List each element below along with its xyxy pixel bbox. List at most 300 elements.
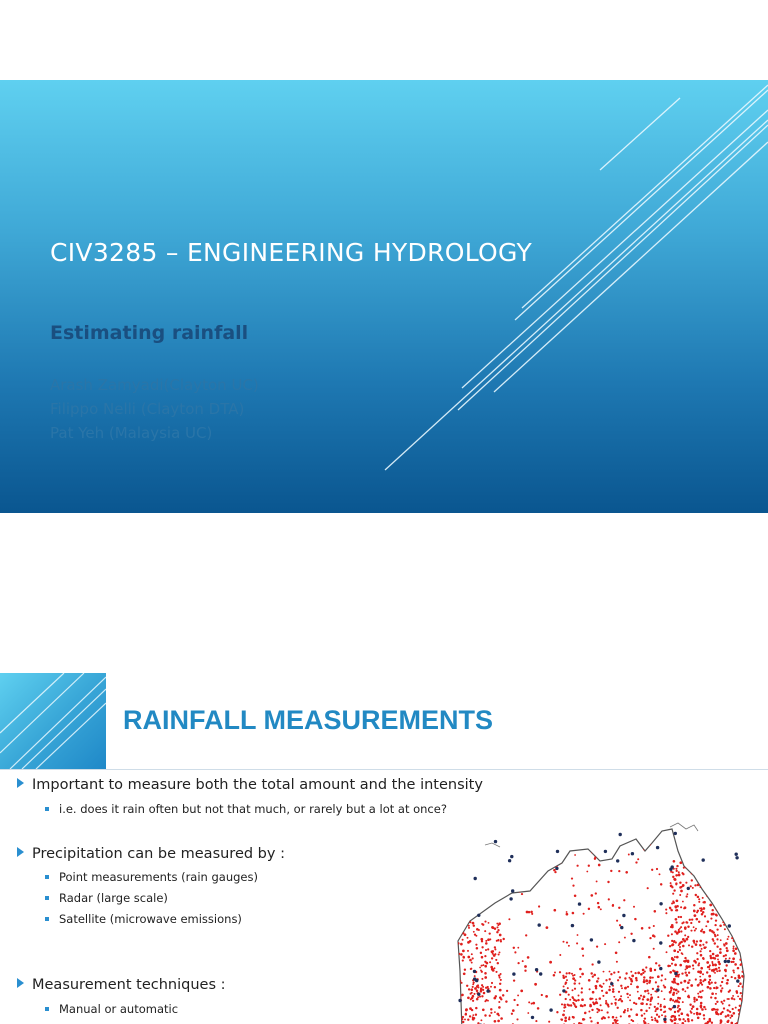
- rain-gauge-dot: [463, 972, 466, 975]
- rain-gauge-dot: [740, 937, 742, 939]
- rain-gauge-dot: [613, 846, 615, 848]
- rain-gauge-dot: [468, 988, 470, 990]
- rain-gauge-dot: [472, 901, 474, 903]
- rain-gauge-dot: [738, 924, 741, 927]
- rain-gauge-dot: [679, 946, 681, 948]
- rain-gauge-dot: [732, 947, 734, 949]
- rain-gauge-dot: [712, 862, 714, 864]
- rain-gauge-dot: [678, 974, 680, 976]
- rain-gauge-dot: [520, 990, 523, 993]
- rain-gauge-dot: [720, 1019, 723, 1022]
- rain-gauge-dot: [623, 899, 625, 901]
- rain-gauge-dot: [696, 1013, 699, 1016]
- rain-gauge-dot: [481, 946, 483, 948]
- rain-gauge-dot: [723, 868, 726, 871]
- rain-gauge-dot: [481, 971, 483, 973]
- rain-gauge-dot: [705, 1008, 707, 1010]
- station-dot: [669, 868, 672, 871]
- rain-gauge-dot: [607, 852, 610, 855]
- rain-gauge-dot: [624, 1009, 626, 1011]
- rain-gauge-dot: [711, 913, 714, 916]
- rain-gauge-dot: [683, 867, 685, 869]
- station-dot: [538, 923, 541, 926]
- rain-gauge-dot: [516, 1018, 518, 1020]
- rain-gauge-dot: [484, 1014, 486, 1016]
- rain-gauge-dot: [560, 1018, 562, 1020]
- rain-gauge-dot: [480, 938, 483, 941]
- rain-gauge-dot: [721, 981, 723, 983]
- rain-gauge-dot: [636, 986, 639, 989]
- rain-gauge-dot: [696, 911, 698, 913]
- rain-gauge-dot: [716, 946, 718, 948]
- rain-gauge-dot: [676, 999, 678, 1001]
- rain-gauge-dot: [726, 1009, 728, 1011]
- rain-gauge-dot: [566, 972, 568, 974]
- rain-gauge-dot: [537, 1007, 540, 1010]
- rain-gauge-dot: [475, 935, 477, 937]
- rain-gauge-dot: [596, 880, 598, 882]
- rain-gauge-dot: [581, 998, 584, 1001]
- rain-gauge-dot: [700, 1004, 702, 1006]
- rain-gauge-dot: [632, 1020, 634, 1022]
- rain-gauge-dot: [654, 1017, 656, 1019]
- author-line: Arash Zamyadi(Clayton UC): [50, 376, 259, 394]
- rain-gauge-dot: [614, 1002, 616, 1004]
- rain-gauge-dot: [500, 939, 502, 941]
- rain-gauge-dot: [513, 979, 515, 981]
- rain-gauge-dot: [673, 878, 676, 881]
- rain-gauge-dot: [526, 911, 529, 914]
- rain-gauge-dot: [675, 868, 677, 870]
- rain-gauge-dot: [589, 1005, 592, 1008]
- bullet-text: Measurement techniques :: [32, 977, 226, 993]
- rain-gauge-dot: [736, 911, 738, 913]
- sub-bullet-item: [45, 891, 168, 905]
- rain-gauge-dot: [741, 843, 744, 846]
- rain-gauge-dot: [562, 1014, 565, 1017]
- rain-gauge-dot: [722, 977, 724, 979]
- rain-gauge-dot: [567, 987, 569, 989]
- rain-gauge-dot: [714, 997, 716, 999]
- rain-gauge-dot: [646, 998, 649, 1001]
- rain-gauge-dot: [674, 956, 676, 958]
- rain-gauge-dot: [682, 988, 685, 991]
- rain-gauge-dot: [742, 1014, 745, 1017]
- australia-rain-gauge-map: [440, 821, 768, 1024]
- rain-gauge-dot: [666, 951, 668, 953]
- rain-gauge-dot: [723, 891, 725, 893]
- deco-line: [600, 98, 680, 170]
- rain-gauge-dot: [694, 1001, 696, 1003]
- station-dot: [509, 897, 512, 900]
- rain-gauge-dot: [458, 934, 460, 936]
- rain-gauge-dot: [680, 926, 682, 928]
- rain-gauge-dot: [626, 993, 628, 995]
- rain-gauge-dot: [491, 926, 494, 929]
- rain-gauge-dot: [740, 992, 742, 994]
- rain-gauge-dot: [563, 941, 565, 943]
- rain-gauge-dot: [699, 976, 701, 978]
- rain-gauge-dot: [715, 862, 717, 864]
- rain-gauge-dot: [687, 936, 689, 938]
- rain-gauge-dot: [695, 962, 697, 964]
- rain-gauge-dot: [694, 914, 697, 917]
- rain-gauge-dot: [723, 924, 725, 926]
- rain-gauge-dot: [727, 1014, 730, 1017]
- rain-gauge-dot: [564, 983, 566, 985]
- rain-gauge-dot: [699, 863, 701, 865]
- rain-gauge-dot: [720, 985, 722, 987]
- rain-gauge-dot: [609, 971, 611, 973]
- rain-gauge-dot: [726, 921, 728, 923]
- rain-gauge-dot: [534, 983, 537, 986]
- rain-gauge-dot: [525, 934, 527, 936]
- rain-gauge-dot: [695, 999, 698, 1002]
- rain-gauge-dot: [726, 947, 728, 949]
- rain-gauge-dot: [676, 905, 679, 908]
- rain-gauge-dot: [648, 992, 650, 994]
- rain-gauge-dot: [482, 964, 484, 966]
- rain-gauge-dot: [576, 942, 578, 944]
- rain-gauge-dot: [464, 969, 466, 971]
- rain-gauge-dot: [617, 1019, 619, 1021]
- rain-gauge-dot: [643, 976, 645, 978]
- rain-gauge-dot: [565, 998, 567, 1000]
- rain-gauge-dot: [615, 1017, 617, 1019]
- rain-gauge-dot: [715, 993, 717, 995]
- rain-gauge-dot: [697, 970, 700, 973]
- rain-gauge-dot: [627, 1008, 629, 1010]
- rain-gauge-dot: [484, 972, 487, 975]
- rain-gauge-dot: [695, 894, 697, 896]
- rain-gauge-dot: [579, 976, 581, 978]
- rain-gauge-dot: [719, 951, 722, 954]
- rain-gauge-dot: [693, 904, 695, 906]
- rain-gauge-dot: [725, 910, 727, 912]
- rain-gauge-dot: [700, 873, 702, 875]
- rain-gauge-dot: [709, 861, 712, 864]
- rain-gauge-dot: [490, 1012, 492, 1014]
- sub-bullet-text: Manual or automatic: [59, 1002, 179, 1016]
- rain-gauge-dot: [635, 1013, 638, 1016]
- rain-gauge-dot: [692, 964, 694, 966]
- rain-gauge-dot: [727, 900, 729, 902]
- rain-gauge-dot: [616, 920, 618, 922]
- rain-gauge-dot: [468, 925, 470, 927]
- rain-gauge-dot: [731, 929, 734, 932]
- rain-gauge-dot: [705, 881, 707, 883]
- australia-outline: [458, 829, 744, 1024]
- rain-gauge-dot: [693, 926, 695, 928]
- header-divider: [0, 769, 768, 770]
- rain-gauge-dot: [715, 898, 717, 900]
- rain-gauge-dot: [664, 978, 666, 980]
- square-bullet-icon: [45, 917, 49, 921]
- rain-gauge-dot: [502, 994, 504, 996]
- rain-gauge-dot: [672, 893, 674, 895]
- rain-gauge-dot: [655, 962, 657, 964]
- rain-gauge-dot: [731, 891, 734, 894]
- rain-gauge-dot: [703, 907, 706, 910]
- rain-gauge-dot: [498, 1006, 501, 1009]
- rain-gauge-dot: [670, 1019, 672, 1021]
- rain-gauge-dot: [602, 995, 604, 997]
- rain-gauge-dot: [723, 944, 725, 946]
- rain-gauge-dot: [719, 888, 722, 891]
- rain-gauge-dot: [740, 904, 743, 907]
- rain-gauge-dot: [613, 996, 615, 998]
- rain-gauge-dot: [471, 1009, 473, 1011]
- station-dot: [622, 914, 625, 917]
- rain-gauge-dot: [697, 964, 699, 966]
- rain-gauge-dot: [724, 969, 727, 972]
- rain-gauge-dot: [716, 928, 718, 930]
- rain-gauge-dot: [686, 987, 688, 989]
- rain-gauge-dot: [579, 968, 582, 971]
- rain-gauge-dot: [633, 1002, 635, 1004]
- rain-gauge-dot: [480, 989, 482, 991]
- rain-gauge-dot: [709, 979, 711, 981]
- rain-gauge-dot: [674, 981, 676, 983]
- rain-gauge-dot: [514, 951, 516, 953]
- rain-gauge-dot: [688, 965, 691, 968]
- rain-gauge-dot: [470, 865, 473, 868]
- rain-gauge-dot: [563, 1010, 565, 1012]
- rain-gauge-dot: [490, 1008, 492, 1010]
- rain-gauge-dot: [743, 876, 745, 878]
- rain-gauge-dot: [582, 955, 584, 957]
- slide-title: RAINFALL MEASUREMENTS: [123, 705, 494, 735]
- station-dot: [735, 856, 738, 859]
- rain-gauge-dot: [460, 943, 463, 946]
- rain-gauge-dot: [625, 871, 628, 874]
- rain-gauge-dot: [695, 928, 697, 930]
- station-dot: [674, 832, 677, 835]
- rain-gauge-dot: [697, 1017, 700, 1020]
- rain-gauge-dot: [659, 873, 661, 875]
- rain-gauge-dot: [470, 993, 472, 995]
- rain-gauge-dot: [684, 990, 686, 992]
- rain-gauge-dot: [465, 845, 468, 848]
- rain-gauge-dot: [635, 1003, 637, 1005]
- rain-gauge-dot: [733, 1012, 736, 1015]
- rain-gauge-dot: [492, 898, 495, 901]
- rain-gauge-dot: [592, 998, 594, 1000]
- rain-gauge-dot: [668, 1008, 670, 1010]
- rain-gauge-dot: [707, 878, 709, 880]
- rain-gauge-dot: [677, 1010, 680, 1013]
- rain-gauge-dot: [685, 966, 688, 969]
- rain-gauge-dot: [642, 969, 645, 972]
- rain-gauge-dot: [516, 889, 519, 892]
- station-dot: [728, 924, 731, 927]
- rain-gauge-dot: [686, 895, 688, 897]
- rain-gauge-dot: [707, 863, 709, 865]
- rain-gauge-dot: [699, 1013, 702, 1016]
- rain-gauge-dot: [480, 881, 482, 883]
- rain-gauge-dot: [737, 941, 739, 943]
- rain-gauge-dot: [494, 1011, 496, 1013]
- rain-gauge-dot: [473, 993, 475, 995]
- rain-gauge-dot: [459, 929, 461, 931]
- rain-gauge-dot: [698, 898, 700, 900]
- island-outline: [670, 823, 698, 831]
- rain-gauge-dot: [467, 1019, 469, 1021]
- rain-gauge-dot: [645, 1010, 647, 1012]
- rain-gauge-dot: [472, 1014, 474, 1016]
- rain-gauge-dot: [720, 1013, 722, 1015]
- station-dot: [473, 970, 476, 973]
- rain-gauge-dot: [476, 947, 479, 950]
- rain-gauge-dot: [685, 972, 687, 974]
- rain-gauge-dot: [702, 973, 704, 975]
- rain-gauge-dot: [498, 974, 500, 976]
- rain-gauge-dot: [708, 966, 710, 968]
- rain-gauge-dot: [650, 994, 652, 996]
- rain-gauge-dot: [686, 938, 689, 941]
- rain-gauge-dot: [559, 842, 562, 845]
- rain-gauge-dot: [467, 950, 469, 952]
- rain-gauge-dot: [699, 944, 701, 946]
- rain-gauge-dot: [646, 989, 648, 991]
- rain-gauge-dot: [481, 995, 483, 997]
- rain-gauge-dot: [700, 870, 702, 872]
- rain-gauge-dot: [717, 934, 719, 936]
- rain-gauge-dot: [713, 987, 715, 989]
- rain-gauge-dot: [702, 944, 704, 946]
- rain-gauge-dot: [469, 959, 472, 962]
- rain-gauge-dot: [679, 894, 681, 896]
- rain-gauge-dot: [468, 927, 470, 929]
- rain-gauge-dot: [727, 1020, 729, 1022]
- rain-gauge-dot: [717, 1013, 719, 1015]
- rain-gauge-dot: [472, 957, 474, 959]
- rain-gauge-dot: [732, 1008, 734, 1010]
- rain-gauge-dot: [466, 985, 468, 987]
- rain-gauge-dot: [719, 898, 721, 900]
- rain-gauge-dot: [529, 840, 531, 842]
- rain-gauge-dot: [578, 995, 580, 997]
- rain-gauge-dot: [633, 906, 635, 908]
- rain-gauge-dot: [655, 981, 657, 983]
- rain-gauge-dot: [476, 998, 479, 1001]
- rain-gauge-dot: [714, 863, 717, 866]
- rain-gauge-dot: [654, 1006, 656, 1008]
- rain-gauge-dot: [590, 1020, 592, 1022]
- rain-gauge-dot: [492, 950, 494, 952]
- rain-gauge-dot: [461, 982, 463, 984]
- rain-gauge-dot: [625, 972, 627, 974]
- rain-gauge-dot: [722, 901, 725, 904]
- rain-gauge-dot: [670, 885, 673, 888]
- rain-gauge-dot: [697, 896, 700, 899]
- rain-gauge-dot: [554, 972, 556, 974]
- rain-gauge-dot: [495, 995, 497, 997]
- rain-gauge-dot: [592, 975, 594, 977]
- rain-gauge-dot: [717, 888, 719, 890]
- rain-gauge-dot: [660, 979, 662, 981]
- rain-gauge-dot: [678, 930, 681, 933]
- rain-gauge-dot: [619, 976, 621, 978]
- rain-gauge-dot: [704, 915, 706, 917]
- station-dot: [616, 859, 619, 862]
- rain-gauge-dot: [739, 909, 741, 911]
- rain-gauge-dot: [593, 1003, 596, 1006]
- rain-gauge-dot: [732, 911, 734, 913]
- rain-gauge-dot: [716, 914, 718, 916]
- rain-gauge-dot: [489, 1015, 491, 1017]
- rain-gauge-dot: [670, 1016, 672, 1018]
- rain-gauge-dot: [521, 870, 524, 873]
- rain-gauge-dot: [738, 908, 740, 910]
- rain-gauge-dot: [724, 869, 726, 871]
- rain-gauge-dot: [483, 992, 486, 995]
- station-dot: [724, 960, 727, 963]
- rain-gauge-dot: [700, 979, 702, 981]
- rain-gauge-dot: [731, 863, 734, 866]
- rain-gauge-dot: [571, 973, 573, 975]
- rain-gauge-dot: [738, 985, 740, 987]
- rain-gauge-dot: [673, 992, 675, 994]
- rain-gauge-dot: [491, 957, 493, 959]
- rain-gauge-dot: [733, 998, 735, 1000]
- rain-gauge-dot: [701, 984, 703, 986]
- rain-gauge-dot: [685, 959, 687, 961]
- rain-gauge-dot: [741, 945, 744, 948]
- rain-gauge-dot: [601, 1017, 603, 1019]
- rain-gauge-dot: [738, 923, 741, 926]
- rain-gauge-dot: [643, 1013, 645, 1015]
- rain-gauge-dot: [480, 874, 482, 876]
- rain-gauge-dot: [680, 941, 682, 943]
- rain-gauge-dot: [631, 975, 634, 978]
- rain-gauge-dot: [516, 1004, 518, 1006]
- rain-gauge-dot: [738, 975, 740, 977]
- rain-gauge-dot: [524, 888, 526, 890]
- rain-gauge-dot: [690, 885, 692, 887]
- rain-gauge-dot: [716, 938, 718, 940]
- rain-gauge-dot: [669, 991, 672, 994]
- author-list: [50, 373, 259, 445]
- rain-gauge-dot: [705, 857, 707, 859]
- station-dot: [659, 941, 662, 944]
- rain-gauge-dot: [573, 1003, 575, 1005]
- rain-gauge-dot: [698, 870, 701, 873]
- rain-gauge-dot: [457, 942, 460, 945]
- rain-gauge-dot: [612, 990, 615, 993]
- rain-gauge-dot: [463, 924, 466, 927]
- rain-gauge-dot: [676, 870, 678, 872]
- rain-gauge-dot: [574, 979, 576, 981]
- rain-gauge-dot: [649, 968, 652, 971]
- rain-gauge-dot: [735, 932, 737, 934]
- rain-gauge-dot: [669, 971, 672, 974]
- rain-gauge-dot: [605, 979, 607, 981]
- rain-gauge-dot: [472, 922, 475, 925]
- rain-gauge-dot: [731, 919, 733, 921]
- rain-gauge-dot: [459, 922, 461, 924]
- rain-gauge-dot: [692, 1005, 695, 1008]
- rain-gauge-dot: [566, 911, 568, 913]
- rain-gauge-dot: [705, 941, 707, 943]
- rain-gauge-dot: [672, 876, 674, 878]
- rain-gauge-dot: [615, 1021, 617, 1023]
- rain-gauge-dot: [657, 985, 659, 987]
- rain-gauge-dot: [618, 870, 620, 872]
- rain-gauge-dot: [560, 841, 562, 843]
- rain-gauge-dot: [562, 975, 564, 977]
- rain-gauge-dot: [740, 917, 742, 919]
